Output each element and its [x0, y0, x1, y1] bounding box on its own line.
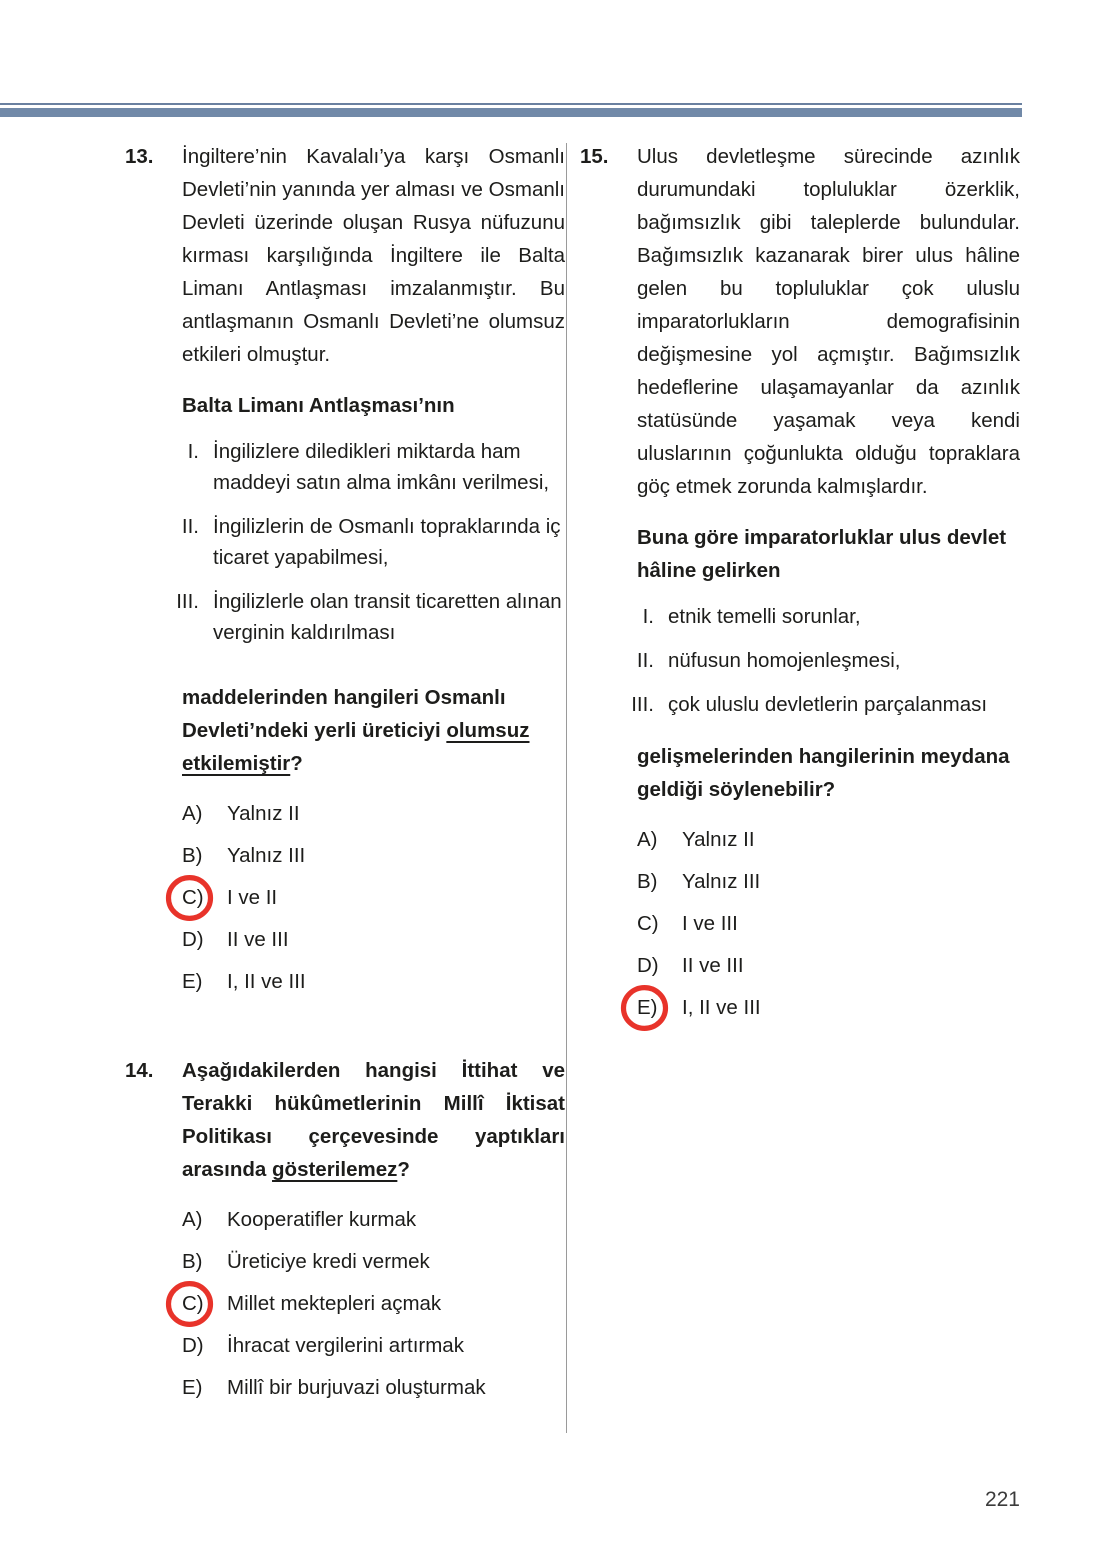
- option-d[interactable]: [182, 1330, 565, 1361]
- roman-text: İngilizlerle olan transit ticaretten alınan verginin kaldırılması: [213, 590, 562, 644]
- question-14-number: 14.: [125, 1059, 154, 1082]
- question-13-header: [125, 140, 565, 371]
- roman-label: I.: [187, 440, 199, 463]
- question-15-header: [580, 140, 1020, 503]
- question-13-number: 13.: [125, 145, 154, 168]
- option-letter: D): [637, 954, 659, 977]
- question-15: [580, 140, 1020, 1023]
- question-14-stem-pre: Aşağıdakilerden hangisi İttihat ve Terakki hükûmetlerinin Millî İktisat Politikası çerçevesinde yaptıkları arasında: [182, 1059, 565, 1181]
- option-letter: A): [182, 1208, 203, 1231]
- option-d[interactable]: [637, 950, 1020, 981]
- question-15-stem: Ulus devletleşme sürecinde azınlık durumundaki topluluklar özerklik, bağımsızlık gibi taleplerde bulundular. Bağımsızlık kazanarak birer ulus hâline gelen bu topluluklar çok uluslu imparatorlukların demografisinin değişmesine yol açmıştır. Bağımsızlık hedeflerine ulaşamayanlar da azınlık statüsünde yaşamak veya kendi uluslarının çoğunlukta olduğu topraklara göç etmek zorunda kalmışlardır.: [637, 145, 1020, 498]
- question-14: [125, 1054, 565, 1403]
- option-text: Kooperatifler kurmak: [227, 1208, 417, 1231]
- option-text: I ve III: [682, 912, 738, 935]
- option-e[interactable]: [182, 1372, 565, 1403]
- option-letter: D): [182, 1334, 204, 1357]
- roman-text: İngilizlerin de Osmanlı topraklarında iç ticaret yapabilmesi,: [213, 515, 561, 569]
- option-letter: B): [637, 870, 658, 893]
- roman-item: [165, 511, 565, 573]
- option-letter: A): [637, 828, 658, 851]
- left-column: [125, 140, 565, 1414]
- option-text: Millet mektepleri açmak: [227, 1292, 442, 1315]
- option-text: İhracat vergilerini artırmak: [227, 1334, 464, 1357]
- question-13-tail: [182, 681, 565, 780]
- option-a[interactable]: [182, 1204, 565, 1235]
- roman-text: İngilizlere diledikleri miktarda ham maddeyi satın alma imkânı verilmesi,: [213, 440, 550, 494]
- question-14-stem-post: ?: [397, 1158, 410, 1181]
- option-a[interactable]: [182, 798, 565, 829]
- option-letter: B): [182, 844, 203, 867]
- option-letter: E): [182, 1376, 203, 1399]
- roman-label: II.: [636, 649, 654, 672]
- question-13-lead: Balta Limanı Antlaşması’nın: [182, 394, 455, 417]
- option-b[interactable]: [637, 866, 1020, 897]
- option-text: Millî bir burjuvazi oluşturmak: [227, 1376, 486, 1399]
- option-letter: A): [182, 802, 203, 825]
- question-14-stem-underlined: gösterilemez: [272, 1158, 398, 1181]
- roman-item: [620, 689, 1020, 720]
- option-text: II ve III: [227, 928, 289, 951]
- option-c[interactable]: [637, 908, 1020, 939]
- option-letter: E): [637, 996, 658, 1019]
- question-13: [125, 140, 565, 997]
- option-text: I, II ve III: [682, 996, 761, 1019]
- question-13-stem: İngiltere’nin Kavalalı’ya karşı Osmanlı Devleti’nin yanında yer alması ve Osmanlı Devleti üzerinde oluşan Rusya nüfuzunu kırması karşılığında İngiltere ile Balta Limanı Antlaşması imzalanmıştır. Bu antlaşmanın Osmanlı Devleti’ne olumsuz etkileri olmuştur.: [182, 145, 565, 366]
- question-14-options: [182, 1204, 565, 1403]
- option-letter: B): [182, 1250, 203, 1273]
- option-e[interactable]: [637, 992, 1020, 1023]
- question-14-body: [182, 1054, 565, 1186]
- option-d[interactable]: [182, 924, 565, 955]
- option-text: Yalnız III: [682, 870, 761, 893]
- option-text: II ve III: [682, 954, 744, 977]
- question-13-roman-list: [165, 436, 565, 648]
- roman-label: II.: [181, 515, 199, 538]
- option-text: Üreticiye kredi vermek: [227, 1250, 430, 1273]
- question-15-tail: gelişmelerinden hangilerinin meydana geldiği söylenebilir?: [637, 745, 1010, 801]
- question-14-header: [125, 1054, 565, 1186]
- header-rule-thick: [0, 108, 1022, 117]
- roman-text: etnik temelli sorunlar,: [668, 605, 861, 628]
- roman-label: III.: [631, 693, 654, 716]
- option-e[interactable]: [182, 966, 565, 997]
- question-spacer: [125, 1008, 565, 1054]
- option-b[interactable]: [182, 1246, 565, 1277]
- question-13-options: [182, 798, 565, 997]
- option-b[interactable]: [182, 840, 565, 871]
- option-letter: E): [182, 970, 203, 993]
- question-15-number: 15.: [580, 145, 609, 168]
- option-c[interactable]: [182, 882, 565, 913]
- option-text: Yalnız II: [227, 802, 300, 825]
- option-letter: C): [182, 886, 204, 909]
- roman-text: nüfusun homojenleşmesi,: [668, 649, 901, 672]
- roman-label: I.: [642, 605, 654, 628]
- question-15-lead: Buna göre imparatorluklar ulus devlet hâline gelirken: [637, 526, 1007, 582]
- option-letter: C): [637, 912, 659, 935]
- question-13-body: [182, 140, 565, 371]
- question-15-options: [637, 824, 1020, 1023]
- roman-item: [620, 601, 1020, 632]
- question-14-stem: [182, 1054, 565, 1186]
- question-13-tail-post: ?: [290, 752, 303, 775]
- roman-label: III.: [176, 590, 199, 613]
- roman-item: [165, 586, 565, 648]
- option-a[interactable]: [637, 824, 1020, 855]
- option-text: I ve II: [227, 886, 278, 909]
- question-15-roman-list: [620, 601, 1020, 720]
- right-column: [580, 140, 1020, 1034]
- option-text: I, II ve III: [227, 970, 306, 993]
- roman-item: [620, 645, 1020, 676]
- option-c[interactable]: [182, 1288, 565, 1319]
- option-text: Yalnız III: [227, 844, 306, 867]
- roman-item: [165, 436, 565, 498]
- option-letter: C): [182, 1292, 204, 1315]
- roman-text: çok uluslu devletlerin parçalanması: [668, 693, 988, 716]
- page-number: 221: [984, 1488, 1020, 1511]
- option-text: Yalnız II: [682, 828, 755, 851]
- option-letter: D): [182, 928, 204, 951]
- question-13-tail-underlined: olumsuz etkilemiştir: [182, 719, 530, 775]
- question-13-tail-pre: maddelerinden hangileri Osmanlı Devleti’ndeki yerli üreticiyi: [182, 686, 506, 742]
- question-15-body: [637, 140, 1020, 503]
- page-content: [0, 140, 1105, 1440]
- page-header-rule: [0, 103, 1022, 117]
